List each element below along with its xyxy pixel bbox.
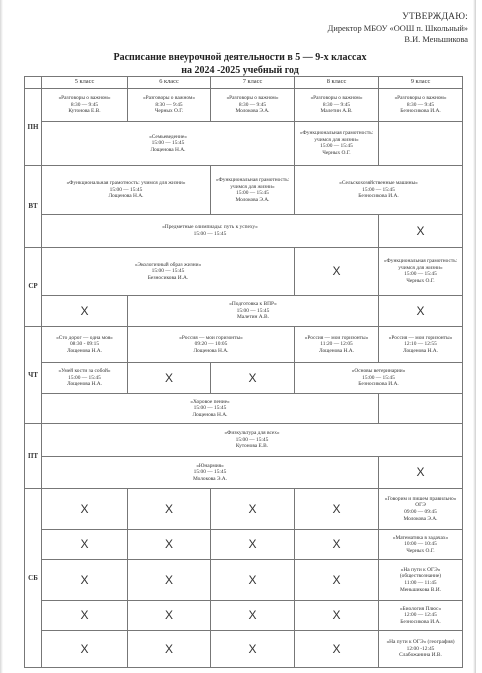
x-mark: X bbox=[164, 608, 173, 623]
x-mark: X bbox=[416, 465, 425, 480]
activity-time: 10:00 — 10:45 bbox=[404, 541, 437, 548]
x-mark-cell bbox=[211, 631, 295, 668]
activity-time: 15:00 — 15:45 bbox=[109, 186, 143, 193]
x-mark-cell bbox=[128, 529, 211, 559]
x-mark: X bbox=[416, 223, 425, 238]
activity-time: 15:00 — 15:45 bbox=[68, 374, 101, 381]
schedule-cell bbox=[42, 326, 128, 363]
activity-time: 12:10 — 12:55 bbox=[404, 341, 437, 348]
schedule-cell bbox=[128, 326, 295, 363]
table-row bbox=[25, 393, 463, 423]
x-mark: X bbox=[164, 641, 173, 656]
title-line-2: на 2024 -2025 учебный год bbox=[181, 65, 299, 76]
table-row bbox=[25, 424, 463, 456]
x-mark-cell bbox=[295, 631, 379, 668]
x-mark: X bbox=[80, 303, 89, 318]
x-mark: X bbox=[80, 537, 89, 552]
table-row bbox=[25, 247, 463, 296]
x-mark-cell bbox=[379, 215, 463, 247]
activity-name: «Физкультура для всех» bbox=[224, 430, 280, 437]
activity-teacher: Лощенова Н.А. bbox=[108, 193, 144, 200]
x-mark-cell bbox=[295, 560, 379, 601]
activity-name: «Разговоры о важном» bbox=[226, 95, 279, 102]
x-mark: X bbox=[332, 641, 341, 656]
x-mark: X bbox=[332, 501, 341, 516]
activity-name: «Подготовка к ВПР» bbox=[229, 301, 277, 308]
header-row bbox=[25, 77, 463, 89]
schedule-cell bbox=[379, 247, 463, 296]
activity-name: «Экологичный образ жизни» bbox=[134, 261, 202, 268]
x-mark: X bbox=[248, 572, 257, 587]
x-mark: X bbox=[332, 537, 341, 552]
schedule-cell bbox=[42, 393, 379, 423]
activity-time: 15:00 — 15:45 bbox=[362, 186, 395, 193]
schedule-cell bbox=[379, 529, 463, 559]
activity-time: 08:30 - 09:15 bbox=[69, 341, 100, 348]
activity-teacher: Лощенова Н.А. bbox=[192, 411, 228, 418]
empty-cell bbox=[379, 393, 463, 423]
activity-time: 8:30 — 9:45 bbox=[155, 101, 183, 108]
schedule-cell bbox=[295, 166, 463, 215]
activity-time: 15:00 — 15:45 bbox=[362, 374, 395, 381]
x-mark: X bbox=[80, 572, 89, 587]
schedule-cell bbox=[42, 363, 128, 393]
scan-edge-right bbox=[473, 0, 476, 673]
day-label-tuesday: ВТ bbox=[25, 166, 42, 247]
table-row bbox=[25, 215, 463, 247]
activity-teacher: Безносикова И.А. bbox=[400, 108, 441, 115]
activity-time: 12:00 — 12:45 bbox=[404, 612, 437, 619]
schedule-cell bbox=[295, 326, 379, 363]
activity-name: «Говорим и пишем правильно» ОГЭ bbox=[384, 495, 457, 509]
table-row bbox=[25, 600, 463, 630]
activity-time: 11:20 — 12:05 bbox=[320, 341, 353, 348]
day-label-thursday: ЧТ bbox=[25, 326, 42, 423]
x-mark: X bbox=[248, 608, 257, 623]
x-mark: X bbox=[248, 641, 257, 656]
activity-name: «Сто дорог — одна моя» bbox=[56, 334, 113, 341]
grade-header: 8 класс bbox=[295, 77, 379, 89]
document-title bbox=[80, 51, 400, 77]
schedule-cell bbox=[211, 166, 295, 215]
schedule-cell bbox=[379, 326, 463, 363]
activity-name: «Предметные олимпиады: путь к успеху» bbox=[162, 224, 258, 231]
activity-name: «На пути к ОГЭ» (обществознание) bbox=[399, 566, 442, 580]
activity-name: «Функциональная грамотность: учимся для жизни» bbox=[66, 180, 186, 187]
day-label-wednesday: СР bbox=[25, 247, 42, 326]
activity-teacher: Лощенова Н.А. bbox=[66, 381, 103, 388]
activity-name: «Умей кости за собой» bbox=[58, 368, 111, 375]
day-label-monday: ПН bbox=[25, 89, 42, 166]
activity-teacher: Молокова Э.А. bbox=[403, 515, 438, 522]
activity-name: «Разговоры о важном» bbox=[142, 95, 196, 102]
activity-time: 09:00 — 09:45 bbox=[404, 508, 437, 515]
x-mark: X bbox=[332, 264, 341, 279]
schedule-cell bbox=[128, 296, 379, 326]
grade-header: 9 класс bbox=[379, 77, 463, 89]
schedule-cell bbox=[42, 456, 379, 488]
x-mark: X bbox=[248, 537, 257, 552]
grade-header: 6 класс bbox=[128, 77, 211, 89]
schedule-cell bbox=[211, 89, 295, 121]
activity-teacher: Меньшикова В.И. bbox=[400, 586, 441, 593]
activity-name: «Россия — мои горизонты» bbox=[304, 334, 369, 341]
activity-teacher: Лощенова Н.А. bbox=[193, 347, 229, 354]
activity-time: 8:30 — 9:45 bbox=[70, 101, 99, 108]
x-mark-cell bbox=[42, 560, 128, 601]
x-mark: X bbox=[248, 501, 257, 516]
activity-name: «Хоровое пение» bbox=[190, 398, 230, 405]
activity-teacher: Лощенова Н.А. bbox=[318, 347, 355, 354]
approval-director: Директор МБОУ «ООШ п. Школьный» bbox=[327, 24, 468, 33]
x-mark: X bbox=[164, 370, 173, 385]
x-mark-cell bbox=[211, 529, 295, 559]
x-mark-cell bbox=[42, 489, 128, 530]
approval-block bbox=[328, 12, 468, 45]
x-mark-cell bbox=[211, 363, 295, 393]
x-mark: X bbox=[164, 572, 173, 587]
x-mark: X bbox=[248, 370, 257, 385]
activity-teacher: Кутонова Е.В. bbox=[235, 443, 269, 450]
activity-teacher: Малетин А.В. bbox=[237, 314, 269, 321]
activity-teacher: Безносикова И.А. bbox=[358, 193, 399, 200]
schedule-cell bbox=[42, 424, 463, 456]
activity-time: 15:00 — 15:45 bbox=[236, 190, 269, 197]
x-mark-cell bbox=[128, 600, 211, 630]
x-mark: X bbox=[164, 501, 173, 516]
activity-name: «Разговоры о важном» bbox=[394, 95, 447, 102]
activity-teacher: Черных О.Г. bbox=[322, 150, 351, 157]
activity-time: 8:30 — 9:45 bbox=[406, 101, 435, 108]
activity-name: «Основы ветеринарии» bbox=[351, 368, 406, 375]
x-mark: X bbox=[80, 641, 89, 656]
schedule-cell bbox=[128, 89, 211, 121]
x-mark-cell bbox=[295, 600, 379, 630]
x-mark-cell bbox=[128, 560, 211, 601]
activity-name: «Россия — мои горизонты» bbox=[179, 334, 243, 341]
activity-teacher: Безносикова И.А. bbox=[358, 381, 399, 388]
x-mark-cell bbox=[379, 456, 463, 488]
day-label-saturday: СБ bbox=[25, 489, 42, 668]
x-mark-cell bbox=[211, 560, 295, 601]
activity-time: 15:00 — 15:45 bbox=[236, 307, 270, 314]
activity-time: 8:30 — 9:45 bbox=[238, 101, 267, 108]
table-row bbox=[25, 121, 463, 166]
activity-teacher: Безносикова И.А. bbox=[147, 274, 189, 281]
x-mark: X bbox=[332, 608, 341, 623]
table-row bbox=[25, 326, 463, 363]
x-mark-cell bbox=[42, 600, 128, 630]
schedule-table bbox=[24, 76, 463, 668]
x-mark: X bbox=[416, 303, 425, 318]
activity-time: 15:00 — 15:45 bbox=[404, 271, 437, 278]
approval-signature-name: В.И. Меньшикова bbox=[404, 35, 468, 44]
schedule-cell bbox=[42, 121, 295, 166]
activity-time: 15:00 — 15:45 bbox=[193, 405, 227, 412]
schedule-cell bbox=[379, 600, 463, 630]
activity-name: «Семьеведение» bbox=[149, 133, 187, 140]
schedule-cell bbox=[379, 631, 463, 668]
schedule-cell bbox=[379, 560, 463, 601]
x-mark: X bbox=[164, 537, 173, 552]
activity-time: 15:00 — 15:45 bbox=[320, 143, 353, 150]
x-mark-cell bbox=[128, 363, 211, 393]
table-row bbox=[25, 89, 463, 121]
x-mark-cell bbox=[211, 489, 295, 530]
table-row bbox=[25, 363, 463, 393]
activity-name: «Разговоры о важном» bbox=[58, 95, 111, 102]
activity-teacher: Слабожанина И.В. bbox=[399, 652, 442, 659]
activity-teacher: Молокова Э.А. bbox=[235, 196, 270, 203]
table-row bbox=[25, 296, 463, 326]
activity-name: «Функциональная грамотность: учимся для жизни» bbox=[383, 258, 458, 271]
x-mark-cell bbox=[128, 489, 211, 530]
x-mark-cell bbox=[379, 296, 463, 326]
table-row bbox=[25, 560, 463, 601]
x-mark: X bbox=[80, 608, 89, 623]
activity-name: «Функциональная грамотность: учимся для жизни» bbox=[299, 130, 374, 143]
activity-time: 15:00 — 15:45 bbox=[193, 469, 227, 476]
activity-teacher: Черных О.Г. bbox=[154, 108, 184, 115]
x-mark-cell bbox=[295, 247, 379, 296]
table-row bbox=[25, 631, 463, 668]
activity-teacher: Черных О.Г. bbox=[406, 278, 435, 284]
activity-time: 15:00 — 15:45 bbox=[151, 140, 185, 147]
activity-teacher: Молокова Э.А. bbox=[192, 475, 228, 482]
activity-time: 11:00 — 11:45 bbox=[404, 580, 437, 587]
activity-teacher: Кутонова Е.В. bbox=[68, 108, 101, 115]
schedule-cell bbox=[379, 489, 463, 530]
activity-name: «Разговоры о важном» bbox=[310, 95, 363, 102]
schedule-cell bbox=[295, 363, 463, 393]
activity-time: 8:30 — 9:45 bbox=[322, 101, 351, 108]
activity-name: «Сельскохозяйственные машины» bbox=[339, 180, 418, 187]
activity-teacher: Малетин А.В. bbox=[320, 108, 353, 115]
activity-name: «Россия — мои горизонты» bbox=[388, 334, 453, 341]
activity-name: «На пути к ОГЭ» (география) bbox=[386, 639, 455, 646]
activity-time: 15:00 — 15:45 bbox=[193, 230, 227, 237]
x-mark-cell bbox=[42, 529, 128, 559]
activity-name: «Математика в задачах» bbox=[392, 534, 449, 541]
schedule-cell bbox=[42, 247, 295, 296]
activity-time: 15:00 — 15:45 bbox=[151, 268, 185, 275]
activity-time: 09:20 — 10:05 bbox=[194, 341, 228, 348]
x-mark-cell bbox=[42, 631, 128, 668]
schedule-cell bbox=[42, 215, 379, 247]
schedule-cell bbox=[295, 121, 379, 166]
empty-cell bbox=[379, 121, 463, 166]
x-mark-cell bbox=[128, 631, 211, 668]
x-mark: X bbox=[80, 501, 89, 516]
activity-teacher: Черных О.Г. bbox=[406, 547, 435, 554]
table-row bbox=[25, 529, 463, 559]
scan-edge-left bbox=[0, 0, 3, 673]
grade-header: 5 класс bbox=[42, 77, 128, 89]
x-mark-cell bbox=[211, 600, 295, 630]
activity-teacher: Лощенова Н.А. bbox=[402, 347, 439, 354]
table-row bbox=[25, 456, 463, 488]
title-line-1: Расписание внеурочной деятельности в 5 — 9-х классах bbox=[113, 52, 367, 63]
grade-header: 7 класс bbox=[211, 77, 295, 89]
approval-title: УТВЕРЖДАЮ: bbox=[402, 12, 468, 22]
activity-name: «Юнармия» bbox=[196, 462, 224, 469]
activity-name: «Биология Плюс» bbox=[399, 605, 442, 612]
x-mark-cell bbox=[295, 529, 379, 559]
table-row bbox=[25, 166, 463, 215]
schedule-cell bbox=[42, 89, 128, 121]
x-mark-cell bbox=[42, 296, 128, 326]
schedule-cell bbox=[379, 89, 463, 121]
day-label-friday: ПТ bbox=[25, 424, 42, 489]
x-mark-cell bbox=[295, 489, 379, 530]
schedule-cell bbox=[42, 166, 211, 215]
activity-teacher: Безносикова И.А. bbox=[400, 618, 441, 625]
activity-teacher: Лощенова Н.А. bbox=[66, 347, 103, 354]
activity-time: 15:00 — 15:45 bbox=[235, 436, 269, 443]
activity-teacher: Лощенова Н.А. bbox=[150, 146, 186, 153]
activity-time: 12:00 -12:45 bbox=[406, 645, 435, 652]
activity-teacher: Молокова Э.А. bbox=[235, 108, 270, 115]
table-row bbox=[25, 489, 463, 530]
schedule-cell bbox=[295, 89, 379, 121]
activity-name: «Функциональная грамотность: учимся для жизни» bbox=[215, 177, 290, 190]
corner-cell bbox=[25, 77, 42, 89]
x-mark: X bbox=[332, 572, 341, 587]
